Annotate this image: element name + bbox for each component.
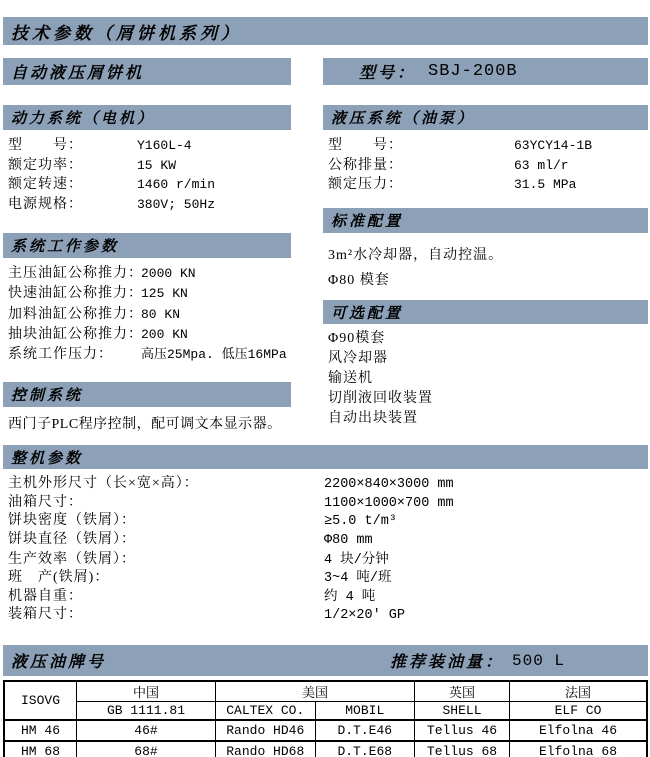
table-row <box>4 741 647 757</box>
spec-label: 饼块密度（铁屑）： <box>8 513 136 529</box>
spec-label: 型 号： <box>328 138 403 153</box>
config-item: 风冷却器 <box>328 351 388 366</box>
spec-label: 公称排量： <box>328 157 403 173</box>
spec-row <box>3 472 648 491</box>
spec-row <box>3 343 291 363</box>
table-cell: Elfolna 68 <box>510 741 648 757</box>
spec-value: 200 KN <box>141 326 188 342</box>
spec-row <box>3 282 291 302</box>
table-cell: HM 68 <box>4 741 77 757</box>
spec-row <box>3 134 291 154</box>
spec-value: 2000 KN <box>141 266 196 281</box>
control-text: 西门子PLC程序控制，配可调文本显示器。 <box>8 417 282 432</box>
table-cell: Elfolna 46 <box>510 720 648 741</box>
spec-value: 高压25Mpa. 低压16MPa <box>141 347 287 363</box>
standard-config-header: 标准配置 <box>323 208 648 233</box>
oil-recommend <box>390 645 565 676</box>
control-section <box>3 382 291 433</box>
spec-value: 3~4 吨/班 <box>324 571 392 587</box>
spec-row <box>3 528 648 547</box>
spec-value: 2200×840×3000 mm <box>324 477 454 492</box>
table-cell: Rando HD68 <box>216 741 316 757</box>
pump-section <box>323 105 648 193</box>
pump-header: 液压系统（油泵） <box>323 105 648 130</box>
spec-label: 额定压力： <box>328 177 403 192</box>
table-cell: Tellus 68 <box>415 741 510 757</box>
optional-config-items <box>323 327 648 427</box>
brand-cell: GB 1111.81 <box>77 702 216 720</box>
config-item: 3m²水冷却器，自动控温。 <box>328 247 504 263</box>
spec-row <box>3 509 648 528</box>
country-cell: 法国 <box>510 681 648 702</box>
model-bar <box>323 58 648 85</box>
table-cell: Tellus 46 <box>415 720 510 741</box>
table-cell: 68# <box>77 741 216 757</box>
oil-brand-table <box>3 680 648 757</box>
pump-rows <box>323 134 648 193</box>
oil-brand-bar <box>3 645 648 676</box>
control-header: 控制系统 <box>3 382 291 407</box>
motor-header: 动力系统（电机） <box>3 105 291 130</box>
table-cell: Rando HD46 <box>216 720 316 741</box>
table-corner-cell: ISOVG <box>4 681 77 720</box>
brand-cell: ELF CO <box>510 702 648 720</box>
spec-label: 班 产(铁屑)： <box>8 570 110 586</box>
spec-value: 4 块/分钟 <box>324 552 389 568</box>
oil-recommend-value: 500 L <box>512 651 566 670</box>
spec-label: 型 号： <box>8 138 83 153</box>
spec-row <box>323 134 648 154</box>
table-cell: D.T.E68 <box>315 741 415 757</box>
table-cell: HM 46 <box>4 720 77 741</box>
spec-value: 约 4 吨 <box>324 590 376 606</box>
table-row <box>4 720 647 741</box>
country-cell: 中国 <box>77 681 216 702</box>
table-cell: 46# <box>77 720 216 741</box>
spec-label: 抽块油缸公称推力： <box>8 326 143 342</box>
spec-label: 额定功率： <box>8 157 83 173</box>
machine-params-section <box>3 445 648 622</box>
spec-label: 主机外形尺寸（长×宽×高）： <box>8 476 199 491</box>
machine-params-rows <box>3 472 648 622</box>
oil-recommend-label: 推荐装油量： <box>390 652 505 671</box>
spec-label: 机器自重： <box>8 589 83 605</box>
spec-label: 饼块直径（铁屑）： <box>8 532 136 548</box>
spec-value: 63 ml/r <box>514 157 569 173</box>
brand-cell: SHELL <box>415 702 510 720</box>
country-cell: 美国 <box>216 681 415 702</box>
machine-params-header: 整机参数 <box>3 445 648 469</box>
spec-value: 1/2×20′ GP <box>324 607 406 623</box>
config-item: Φ80 模套 <box>328 272 390 288</box>
spec-row <box>323 154 648 174</box>
spec-row <box>3 584 648 606</box>
spec-label: 加料油缸公称推力： <box>8 306 143 322</box>
motor-rows <box>3 134 291 212</box>
spec-row <box>3 603 648 622</box>
spec-value: 80 KN <box>141 306 181 322</box>
spec-label: 快速油缸公称推力： <box>8 286 143 302</box>
brand-cell: MOBIL <box>315 702 415 720</box>
system-params-section <box>3 233 291 363</box>
motor-section <box>3 105 291 212</box>
spec-value: Φ80 mm <box>324 533 373 549</box>
spec-value: 15 KW <box>137 157 177 173</box>
spec-value: 1100×1000×700 mm <box>324 495 454 511</box>
page-title-bar: 技术参数（屑饼机系列） <box>3 17 648 45</box>
standard-config-section <box>323 208 648 291</box>
table-header-row-countries <box>4 681 647 702</box>
spec-value: 63YCY14-1B <box>514 138 593 153</box>
model-label: 型号： <box>359 63 417 82</box>
spec-row <box>3 491 648 510</box>
system-params-header: 系统工作参数 <box>3 233 291 258</box>
spec-value: ≥5.0 t/m³ <box>324 514 397 530</box>
table-header-row-brands <box>4 702 647 720</box>
spec-row <box>3 262 291 282</box>
spec-label: 系统工作压力： <box>8 347 113 363</box>
spec-row <box>3 173 291 193</box>
spec-label: 油箱尺寸： <box>8 494 83 510</box>
model-value: SBJ-200B <box>428 62 518 81</box>
product-name-bar: 自动液压屑饼机 <box>3 58 291 85</box>
spec-row <box>3 565 648 587</box>
spec-row <box>3 547 648 566</box>
optional-config-section <box>323 300 648 427</box>
config-item: 自动出块装置 <box>328 411 418 426</box>
spec-label: 装箱尺寸： <box>8 606 83 622</box>
config-item: 切削液回收装置 <box>328 391 433 406</box>
config-item: 输送机 <box>328 371 373 386</box>
standard-config-items <box>323 241 648 291</box>
country-cell: 英国 <box>415 681 510 702</box>
spec-row <box>323 173 648 193</box>
spec-label: 主压油缸公称推力： <box>8 266 143 281</box>
oil-brand-title: 液压油牌号 <box>11 652 107 671</box>
optional-config-header: 可选配置 <box>323 300 648 324</box>
spec-row <box>3 193 291 213</box>
system-params-rows <box>3 262 291 363</box>
spec-value: Y160L-4 <box>137 138 192 153</box>
spec-row <box>3 154 291 174</box>
brand-cell: CALTEX CO. <box>216 702 316 720</box>
spec-value: 31.5 MPa <box>514 177 577 192</box>
spec-label: 生产效率（铁屑）： <box>8 551 136 567</box>
spec-value: 125 KN <box>141 286 188 302</box>
config-item: Φ90模套 <box>328 331 386 346</box>
table-cell: D.T.E46 <box>315 720 415 741</box>
spec-label: 额定转速： <box>8 177 83 192</box>
oil-table-wrap <box>3 680 648 757</box>
spec-row <box>3 323 291 343</box>
spec-value: 380V; 50Hz <box>137 196 216 212</box>
spec-row <box>3 303 291 323</box>
spec-label: 电源规格： <box>8 196 83 212</box>
spec-value: 1460 r/min <box>137 177 216 192</box>
